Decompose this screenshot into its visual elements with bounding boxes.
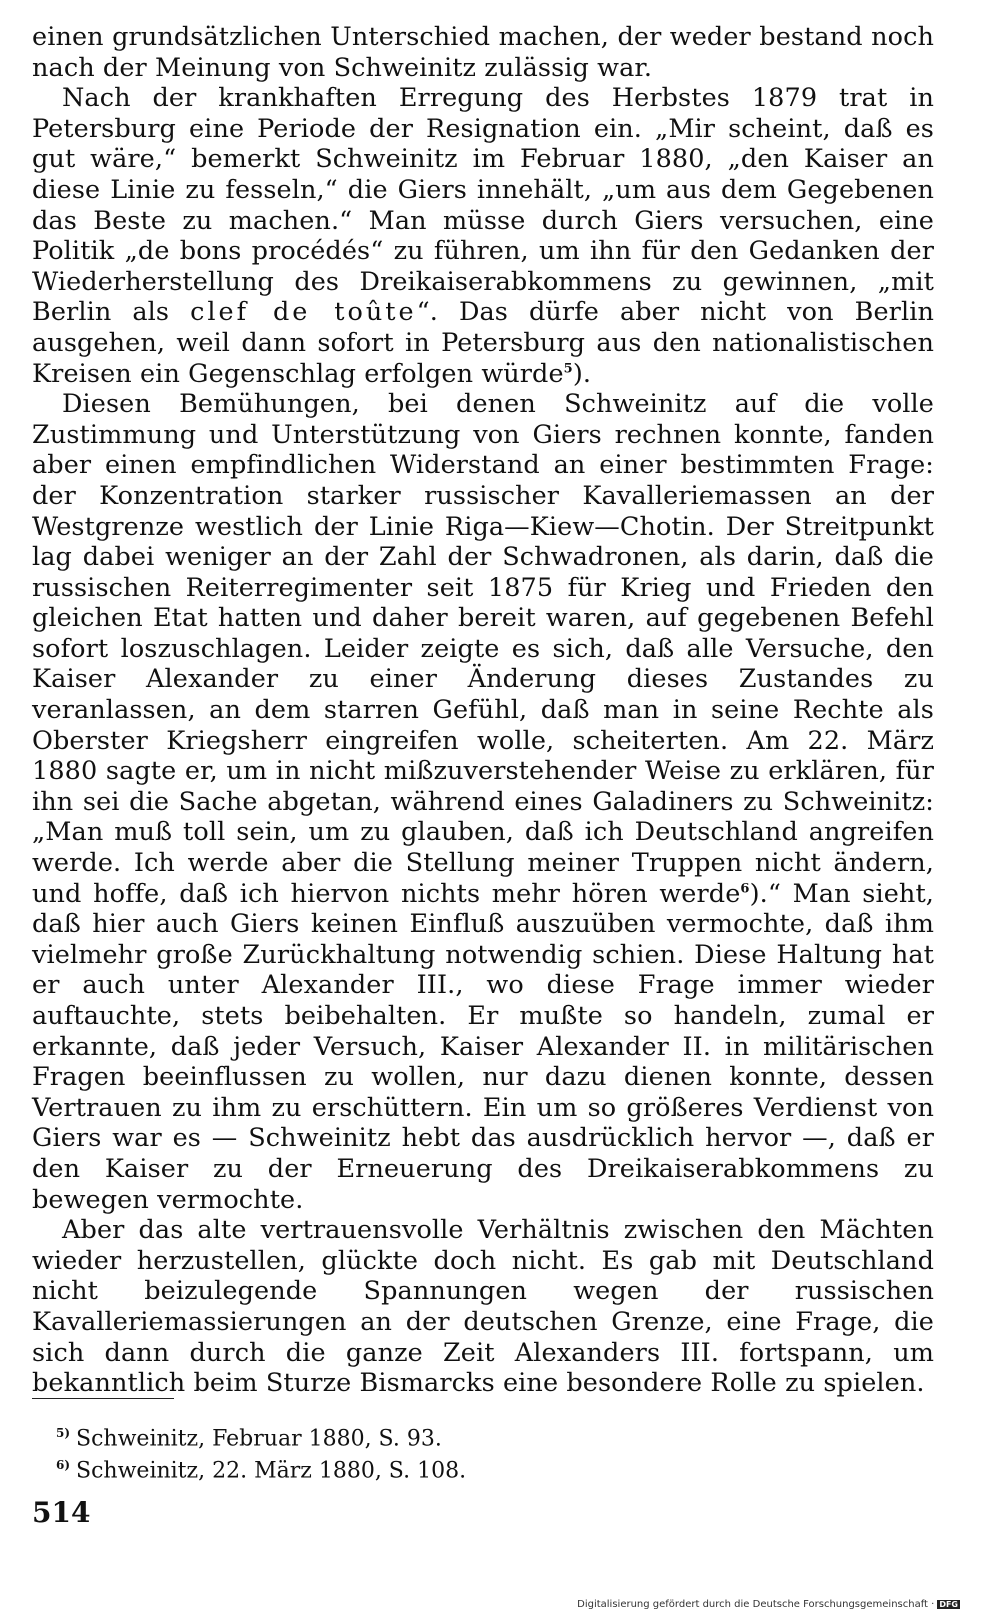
footnote-ref-6: 6 bbox=[740, 881, 750, 897]
footnote-mark: 5) bbox=[56, 1426, 71, 1440]
footnote-text: Schweinitz, 22. März 1880, S. 108. bbox=[76, 1458, 467, 1484]
digitization-credit bbox=[577, 1599, 960, 1610]
credit-text: Digitalisierung gefördert durch die Deutsche Forschungsgemeinschaft · bbox=[577, 1599, 935, 1610]
dfg-logo-icon: DFG bbox=[939, 1599, 958, 1609]
footnote-5 bbox=[56, 1420, 936, 1452]
page-number: 514 bbox=[32, 1496, 91, 1529]
paragraph-continuation: einen grundsätzlichen Unterschied machen, der weder bestand noch nach der Meinung von Schweinitz zulässig war. bbox=[32, 22, 934, 83]
footnote-separator bbox=[32, 1398, 174, 1399]
footnotes bbox=[56, 1420, 936, 1485]
paragraph-resignation: Nach der krankhaften Erregung des Herbstes 1879 trat in Petersburg eine Periode der Resignation ein. „Mir scheint, daß es gut wäre,“ bemerkt Schweinitz im Februar 1880, „den Kaiser an diese Linie zu fesseln,“ die Giers innehält, „um aus dem Gegebenen das Beste zu machen.“ Man müsse durch Giers versuchen, eine Politik „de bons procédés“ zu führen, um ihn für den Gedanken der Wiederherstellung des Dreikaiserabkommens zu gewinnen, „mit Berlin als clef de toûte“. Das dürfe aber nicht von Berlin ausgehen, weil dann sofort in Petersburg aus den nationalistischen Kreisen ein Gegenschlag erfolgen würde$^5$). bbox=[32, 83, 934, 389]
footnote-text: Schweinitz, Februar 1880, S. 93. bbox=[76, 1426, 442, 1452]
paragraph-tensions: Aber das alte vertrauensvolle Verhältnis zwischen den Mächten wieder herzustellen, glückte doch nicht. Es gab mit Deutschland nicht beizulegende Spannungen wegen der russischen Kavalleriemassierungen an der deutschen Grenze, eine Frage, die sich dann durch die ganze Zeit Alexanders III. fortspann, um bekanntlich beim Sturze Bismarcks eine besondere Rolle zu spielen. bbox=[32, 1215, 934, 1399]
footnote-6 bbox=[56, 1452, 936, 1484]
paragraph-cavalry: Diesen Bemühungen, bei denen Schweinitz auf die volle Zustimmung und Unterstützung von Giers rechnen konnte, fanden aber einen empfindlichen Widerstand an einer bestimmten Frage: der Konzentration starker russischer Kavalleriemassen an der Westgrenze westlich der Linie Riga—Kiew—Chotin. Der Streitpunkt lag dabei weniger an der Zahl der Schwadronen, als darin, daß die russischen Reiterregimenter seit 1875 für Krieg und Frieden den gleichen Etat hatten und daher bereit waren, auf gegebenen Befehl sofort loszuschlagen. Leider zeigte es sich, daß alle Versuche, den Kaiser Alexander zu einer Änderung dieses Zustandes zu veranlassen, an dem starren Gefühl, daß man in seine Rechte als Oberster Kriegsherr eingreifen wolle, scheiterten. Am 22. März 1880 sagte er, um in nicht mißzuverstehender Weise zu erklären, für ihn sei die Sache abgetan, während eines Galadiners zu Schweinitz: „Man muß toll sein, um zu glauben, daß ich Deutschland angreifen werde. Ich werde aber die Stellung meiner Truppen nicht ändern, und hoffe, daß ich hiervon nichts mehr hören werde$^6$).“ Man sieht, daß hier auch Giers keinen Einfluß auszuüben vermochte, daß ihm vielmehr große Zurückhaltung notwendig schien. Diese Haltung hat er auch unter Alexander III., wo diese Frage immer wieder auftauchte, stets beibehalten. Er mußte so handeln, zumal er erkannte, daß jeder Versuch, Kaiser Alexander II. in militärischen Fragen beeinflussen zu wollen, nur dazu dienen konnte, dessen Vertrauen zu ihm zu erschüttern. Ein um so größeres Verdienst von Giers war es — Schweinitz hebt das ausdrücklich hervor —, daß er den Kaiser zu der Erneuerung des Dreikaiserabkommens zu bewegen vermochte. bbox=[32, 389, 935, 1215]
body-text bbox=[32, 22, 934, 1399]
spaced-phrase: clef de toûte bbox=[190, 297, 417, 328]
footnote-ref-5: 5 bbox=[563, 361, 573, 377]
footnote-mark: 6) bbox=[56, 1458, 71, 1473]
